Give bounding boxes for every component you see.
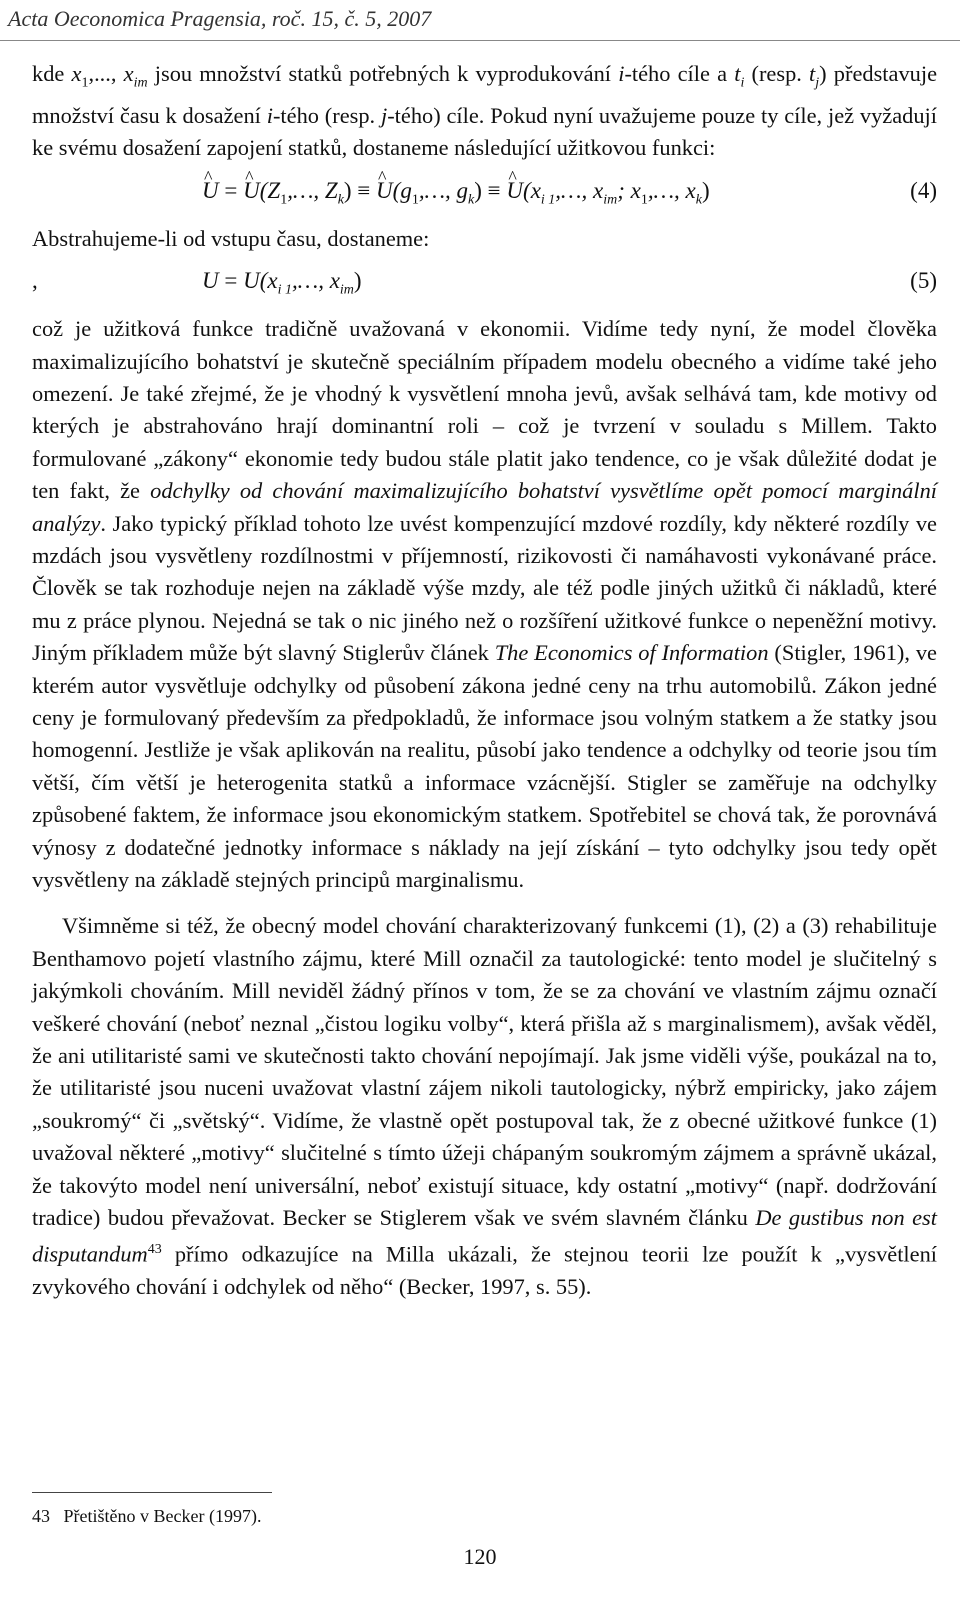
paragraph-3: Všimněme si též, že obecný model chování charakterizovaný funkcemi (1), (2) a (3) rehabilituje Benthamovo pojetí vlastního zájmu, které Mill označil za tautologické: tento model je slučitelný s jakýmkoli chováním. Mill neviděl žádný přínos v tom, že se za chování ve vlastním zájmu označí veškeré chování (neboť neznal „čistou logiku volby“, která přišla až s marginalismem), avšak věděl, že ani utilitaristé sami ve skutečnosti takto chování nepojímají. Jak jsme viděli výše, poukázal na to, že utilitaristé jsou nuceni uvažovat vlastní zájem nikoli tautologicky, nýbrž empiricky, jako zájem „soukromý“ či „světský“. Vidíme, že vlastně opět postupoval tak, že z obecné užitkové funkce (1) uvažoval některé „motivy“ slučitelné s tímto úžeji chápaným soukromým zájmem a správně ukázal, že takovýto model není universální, neboť existují situace, kdy ostatní „motivy“ (např. dodržování tradice) budou převažovat. Becker se Stiglerem však ve svém slavném článku De gustibus non est disputandum$^{43}$ přímo odkazujíce na Milla ukázali, že stejnou teorii lze použít k „vysvětlení zvykového chování i odchylek od něho“ (Becker, 1997, s. 55). <box>32 913 937 1300</box>
equation-5: , $U = U(x_{i 1},\dots$, $x_{im}$) (5) <box>32 255 937 313</box>
running-head: Acta Oeconomica Pragensia, roč. 15, č. 5, 2007 <box>8 6 432 31</box>
footnote-rule <box>32 1492 272 1493</box>
equation-number-5: (5) <box>910 268 937 294</box>
header-rule <box>0 40 960 41</box>
footnote-43: 43 Přetištěno v Becker (1997). <box>32 1506 262 1526</box>
paragraph-2: což je užitková funkce tradičně uvažovaná v ekonomii. Vidíme tedy nyní, že model člověka maximalizujícího bohatství je skutečně speciálním případem modelu obecného a vidíme také jeho omezení. Je také zřejmé, že je vhodný k vysvětlení mnoha jevů, avšak selhává tam, kde motivy od kterých je abstrahováno hrají dominantní roli – což je tvrzení v souladu s Millem. Takto formulované „zákony“ ekonomie tedy budou stále platit jako tendence, co je však důležité dodat je ten fakt, že odchylky od chování maximalizujícího bohatství vysvětlíme opět pomocí marginální analýzy. Jako typický příklad tohoto lze uvést kompenzující mzdové rozdíly, kdy některé rozdíly ve mzdách jsou vysvětleny rozdílnostmi v příjemností, rizikovosti či namáhavosti vykonávané práce. Člověk se tak rozhoduje nejen na základě výše mzdy, ale též podle jiných užitků či nákladů, které mu z práce plynou. Nejedná se tak o nic jiného než o rozšíření užitkové funkce o nepeněžní motivy. Jiným příkladem může být slavný Stiglerův článek The Economics of Information (Stigler, 1961), ve kterém autor vysvětluje odchylky od působení zákona jedné ceny na trhu automobilů. Zákon jedné ceny je formulovaný především za předpokladů, že informace jsou volným statkem a že statky jsou homogenní. Jestliže je však aplikován na realitu, působí jako tendence a odchylky od teorie jsou tím větší, čím větší je heterogenita statků a informace vzácnější. Stigler se zaměřuje na odchylky způsobené faktem, že informace jsou ekonomickým statkem. Spotřebitel se chová tak, že porovnává výnosy z dodatečné jednotky informace s náklady na její získání – tyto odchylky jsou tedy opět vysvětleny na základě stejných principů marginalismu. <box>32 316 938 892</box>
equation-4: ^ U = ^ $U(Z_1,\dots$, $Z_k$) ≡ ^ $U(g_1,\dots$, $g_k$) ≡ ^ $U(x_{i 1},\dots$, $x_{im}$; $x_1,\dots$, $x_k$) (4) <box>32 165 937 223</box>
page-number: 120 <box>463 1544 497 1569</box>
equation-number-4: (4) <box>910 177 937 203</box>
paragraph-1: kde $x_1$,..., $x_{im}$ jsou množství statků potřebných k vyprodukování i-tého cíle a $t_i$ (resp. $t_j$) představuje množství času k dosažení i-tého (resp. j-tého) cíle. Pokud nyní uvažujeme pouze ty cíle, jež vyžadují ke svému dosažení zapojení statků, dostaneme následující užitkovou funkci: <box>32 61 938 161</box>
abstraction-line: Abstrahujeme-li od vstupu času, dostaneme: <box>32 225 430 251</box>
footnote-ref[interactable]: 43 <box>147 1242 162 1258</box>
body-text <box>32 58 937 1304</box>
